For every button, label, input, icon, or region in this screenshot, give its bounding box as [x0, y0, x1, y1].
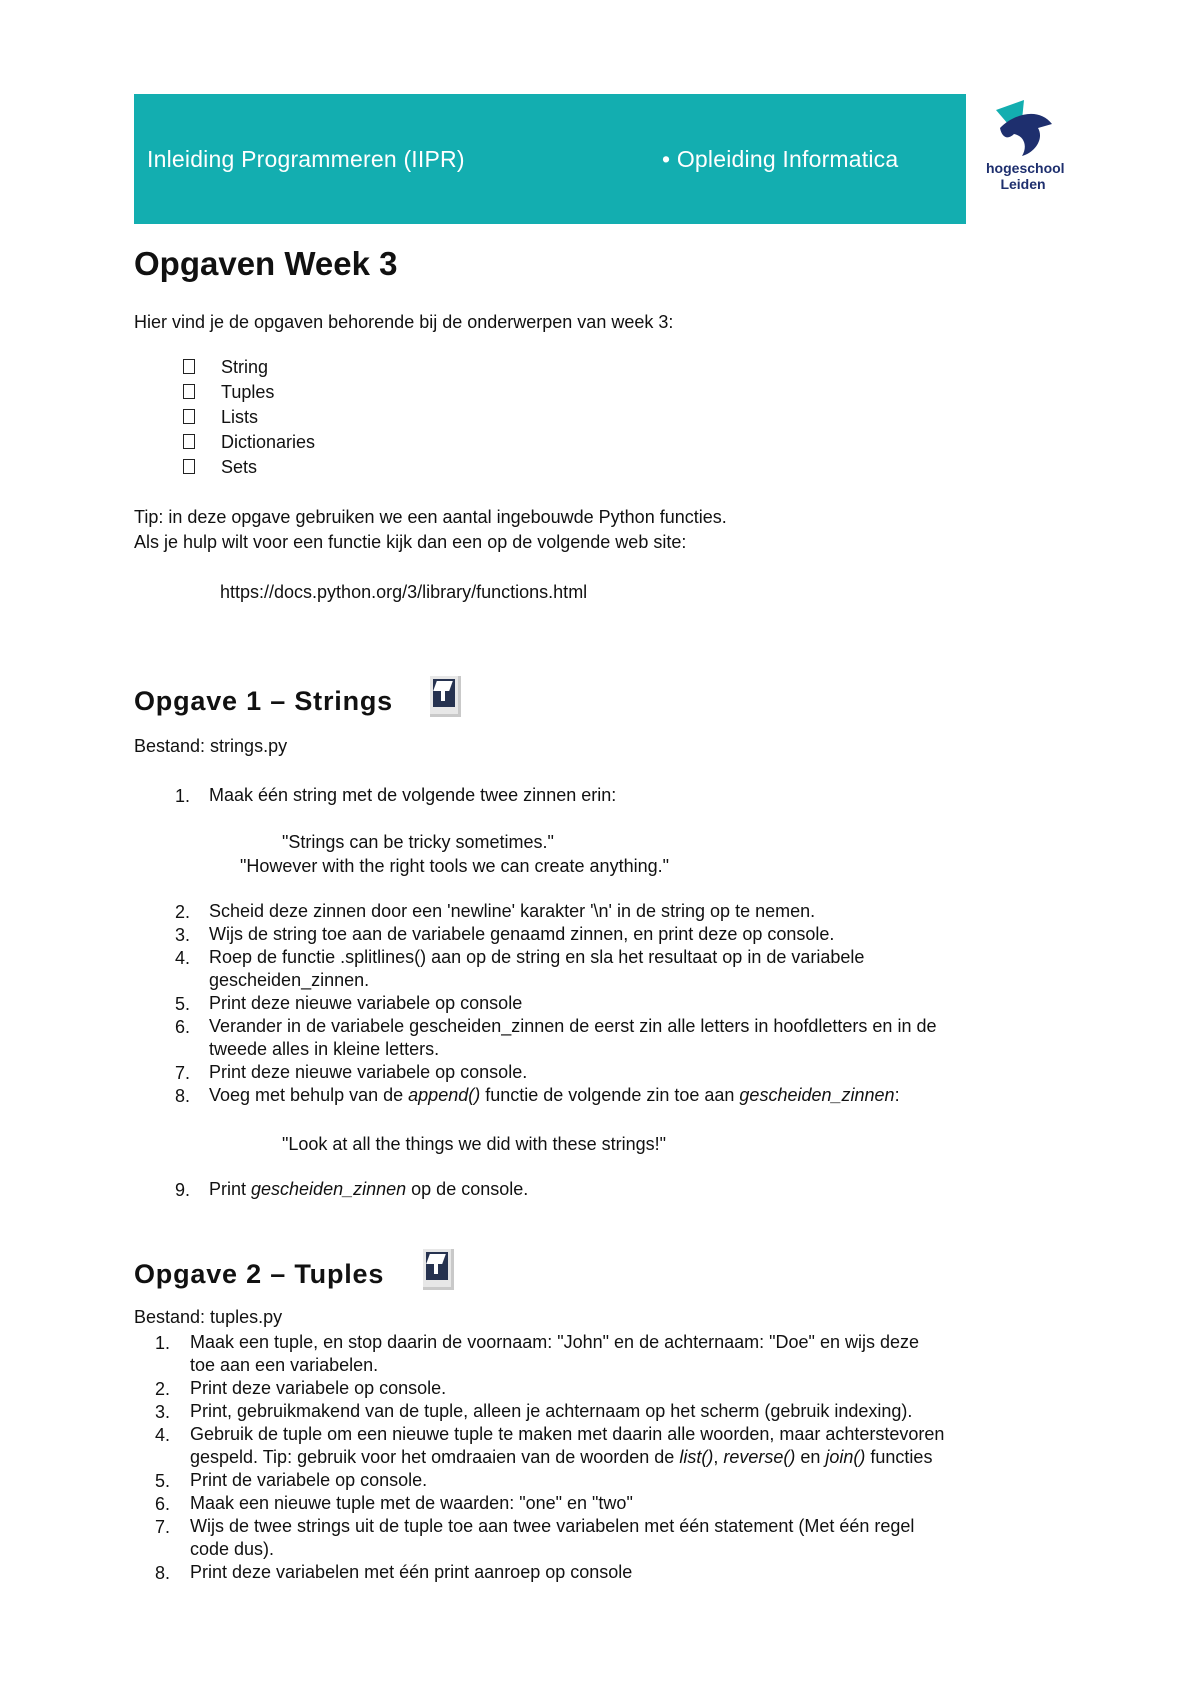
topic-item: String: [183, 357, 268, 378]
list-number: 4.: [154, 1425, 170, 1445]
list-number: 1.: [174, 786, 190, 806]
list-item: Print gescheiden_zinnen op de console.: [209, 1179, 529, 1199]
quote-line: "Strings can be tricky sometimes.": [282, 832, 554, 852]
intro-text: Hier vind je de opgaven behorende bij de onderwerpen van week 3:: [134, 312, 674, 332]
variable-name: gescheiden_zinnen: [251, 1179, 407, 1199]
list-number: 9.: [174, 1180, 190, 1200]
list-item: Print de variabele op console.: [190, 1470, 428, 1490]
section-2-file: Bestand: tuples.py: [134, 1307, 283, 1327]
function-name: append(): [408, 1085, 481, 1105]
logo-text-line1: hogeschool: [986, 160, 1065, 176]
list-item: Roep de functie .splitlines() aan op de string en sla het resultaat op in de variabele: [209, 947, 865, 967]
bullet-box-icon: [183, 409, 195, 424]
list-number: 8.: [154, 1563, 170, 1583]
list-item: Print deze variabelen met één print aanroep op console: [190, 1562, 633, 1582]
list-number: 7.: [174, 1063, 190, 1083]
list-item: Voeg met behulp van de append() functie de volgende zin toe aan gescheiden_zinnen:: [209, 1085, 900, 1105]
list-number: 3.: [174, 925, 190, 945]
tip-line-1: Tip: in deze opgave gebruiken we een aantal ingebouwde Python functies.: [134, 507, 727, 527]
list-item: Verander in de variabele gescheiden_zinnen de eerst zin alle letters in hoofdletters en in de: [209, 1016, 937, 1036]
list-item: Wijs de twee strings uit de tuple toe aan twee variabelen met één statement (Met één regel: [190, 1516, 915, 1536]
list-item-continuation: gespeld. Tip: gebruik voor het omdraaien van de woorden de list(), reverse() en join() functies: [190, 1447, 933, 1467]
list-number: 7.: [154, 1517, 170, 1537]
list-item: Maak een nieuwe tuple met de waarden: "one" en "two": [190, 1493, 633, 1513]
list-number: 6.: [154, 1494, 170, 1514]
list-item-continuation: toe aan een variabelen.: [190, 1355, 379, 1375]
quote-line: "Look at all the things we did with these strings!": [282, 1134, 666, 1154]
function-name: reverse(): [723, 1447, 796, 1467]
graduation-cap-icon: [430, 676, 461, 717]
page-title: Opgaven Week 3: [134, 245, 398, 282]
bullet-box-icon: [183, 384, 195, 399]
list-item-continuation: gescheiden_zinnen.: [209, 970, 370, 990]
list-number: 5.: [154, 1471, 170, 1491]
list-item-continuation: tweede alles in kleine letters.: [209, 1039, 440, 1059]
list-number: 1.: [154, 1333, 170, 1353]
list-number: 2.: [154, 1379, 170, 1399]
list-number: 5.: [174, 994, 190, 1014]
list-item-continuation: code dus).: [190, 1539, 275, 1559]
list-item: Gebruik de tuple om een nieuwe tuple te maken met daarin alle woorden, maar achterstevoren: [190, 1424, 945, 1444]
list-item: Scheid deze zinnen door een 'newline' karakter '\n' in de string op te nemen.: [209, 901, 816, 921]
docs-link[interactable]: https://docs.python.org/3/library/functions.html: [220, 582, 588, 602]
bullet-box-icon: [183, 459, 195, 474]
hogeschool-leiden-logo: [986, 98, 1065, 198]
bullet-box-icon: [183, 359, 195, 374]
function-name: join(): [825, 1447, 866, 1467]
list-number: 8.: [174, 1086, 190, 1106]
header-band: [134, 94, 966, 224]
list-item: Maak één string met de volgende twee zinnen erin:: [209, 785, 617, 805]
list-number: 6.: [174, 1017, 190, 1037]
list-item: Print deze nieuwe variabele op console: [209, 993, 523, 1013]
list-item: Print deze nieuwe variabele op console.: [209, 1062, 528, 1082]
variable-name: gescheiden_zinnen: [739, 1085, 895, 1105]
logo-text-line2: Leiden: [1000, 176, 1046, 192]
list-number: 4.: [174, 948, 190, 968]
list-item: Print deze variabele op console.: [190, 1378, 447, 1398]
topic-item: Tuples: [183, 382, 274, 403]
topic-item: Lists: [183, 407, 258, 428]
tip-line-2: Als je hulp wilt voor een functie kijk dan een op de volgende web site:: [134, 532, 687, 552]
topic-item: Sets: [183, 457, 257, 478]
list-item: Wijs de string toe aan de variabele genaamd zinnen, en print deze op console.: [209, 924, 835, 944]
topic-item: Dictionaries: [183, 432, 315, 453]
logo-mark-icon: [986, 98, 1060, 160]
program-name: • Opleiding Informatica: [662, 146, 899, 172]
section-1-title: Opgave 1 – Strings: [134, 686, 393, 716]
course-title: Inleiding Programmeren (IIPR): [147, 146, 465, 172]
list-number: 3.: [154, 1402, 170, 1422]
bullet-box-icon: [183, 434, 195, 449]
section-2-title: Opgave 2 – Tuples: [134, 1259, 385, 1289]
list-number: 2.: [174, 902, 190, 922]
quote-line: "However with the right tools we can create anything.": [240, 856, 669, 876]
function-name: list(): [679, 1447, 714, 1467]
list-item: Print, gebruikmakend van de tuple, alleen je achternaam op het scherm (gebruik indexing).: [190, 1401, 913, 1421]
section-1-file: Bestand: strings.py: [134, 736, 288, 756]
graduation-cap-icon: [423, 1249, 454, 1290]
list-item: Maak een tuple, en stop daarin de voornaam: "John" en de achternaam: "Doe" en wijs deze: [190, 1332, 919, 1352]
